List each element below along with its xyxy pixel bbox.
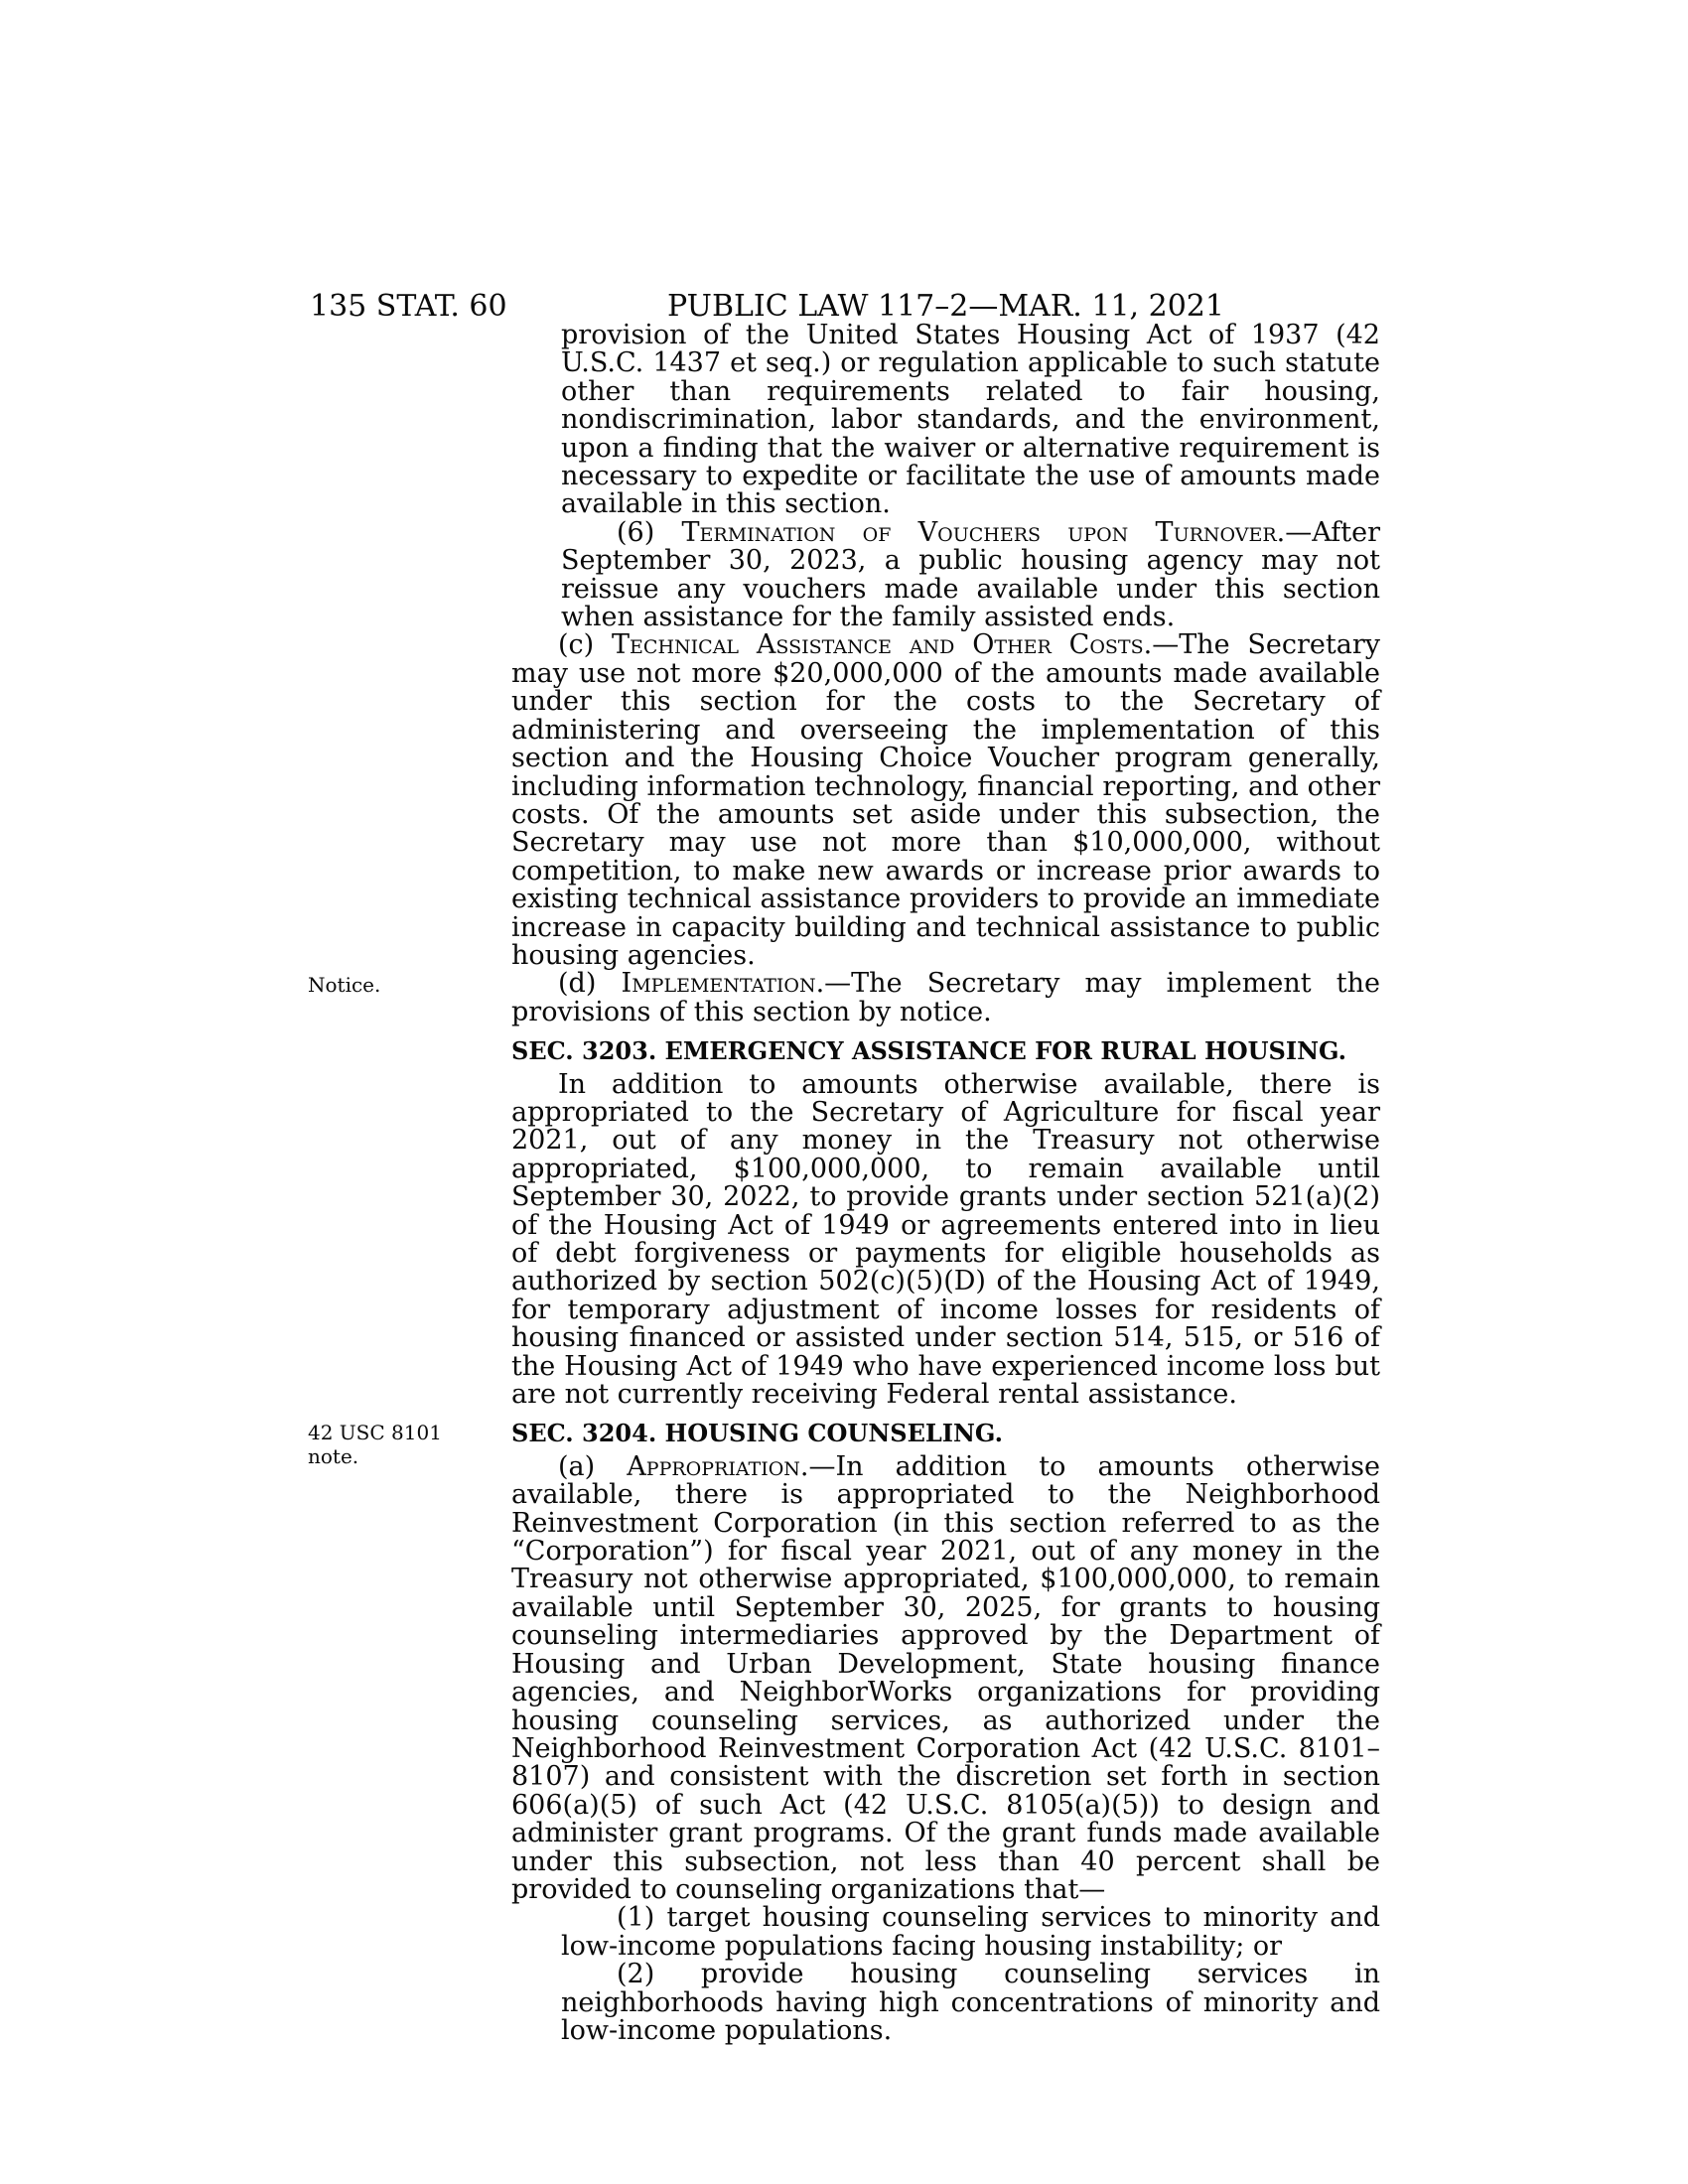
sec-3203-heading: SEC. 3203. EMERGENCY ASSISTANCE FOR RURAL HOUSING. <box>511 1036 1347 1066</box>
para-a-heading: Appropriation <box>627 1450 800 1482</box>
margin-note-usc-8101: 42 USC 8101 note. <box>308 1421 442 1469</box>
page-number-stat: 135 STAT. 60 <box>310 289 507 324</box>
para-a-text: .—In addition to amounts otherwise available, there is appropriated to the Neighborhood Reinvestment Corporation (in this section referred to as the “Corporation”) for fiscal year 2021, out of any money in the Treasury not otherwise appropriated, $100,000,000, to remain available until September 30, 2025, for grants to housing counseling intermediaries approved by the Department of Housing and Urban Development, State housing finance agencies, and NeighborWorks organizations for providing housing counseling services, as authorized under the Neighborhood Reinvestment Corporation Act (42 U.S.C. 8101–8107) and consistent with the discretion set forth in section 606(a)(5) of such Act (42 U.S.C. 8105(a)(5)) to design and administer grant programs. Of the grant funds made available under this subsection, not less than 40 percent shall be provided to counseling organizations that— <box>511 1450 1380 1905</box>
para-c-letter: (c) <box>558 629 613 661</box>
para-continuation: provision of the United States Housing Act of 1937 (42 U.S.C. 1437 et seq.) or regulation applicable to such statute other than requirements related to fair housing, nondiscrimination, labor standards, and the environment, upon a finding that the waiver or alternative requirement is necessary to expedite or facilitate the use of amounts made available in this section. <box>561 320 1380 520</box>
para-c-technical-assistance <box>511 631 1380 970</box>
margin-note-notice: Notice. <box>308 973 381 998</box>
para-6-number: (6) <box>617 516 682 548</box>
para-sec-3203-body: In addition to amounts otherwise available, there is appropriated to the Secretary of Agriculture for fiscal year 2021, out of any money in the Treasury not otherwise appropriated, $100,000,000, to remain available until September 30, 2022, to provide grants under section 521(a)(2) of the Housing Act of 1949 or agreements entered into in lieu of debt forgiveness or payments for eligible households as authorized by section 502(c)(5)(D) of the Housing Act of 1949, for temporary adjustment of income losses for residents of housing financed or assisted under section 514, 515, or 516 of the Housing Act of 1949 who have experienced income loss but are not currently receiving Federal rental assistance. <box>511 1068 1380 1411</box>
item-2: (2) provide housing counseling services in neighborhoods having high concentrations of minority and low-income populations. <box>561 1959 1380 2046</box>
para-a-letter: (a) <box>558 1450 628 1482</box>
para-6-text: .—After September 30, 2023, a public housing agency may not reissue any vouchers made available under this section when assistance for the family assisted ends. <box>561 516 1380 633</box>
para-d-implementation <box>308 968 1380 1027</box>
para-d-text: .—The Secretary may implement the provisions of this section by notice. <box>511 968 1380 1027</box>
item-1: (1) target housing counseling services to minority and low-income populations facing housing instability; or <box>561 1902 1380 1962</box>
para-6-termination <box>561 516 1380 633</box>
para-d-letter: (d) <box>558 968 622 1000</box>
body-column <box>308 320 1381 2046</box>
para-d-heading: Implementation <box>621 968 816 1000</box>
law-title-header: PUBLIC LAW 117–2—MAR. 11, 2021 <box>667 289 1224 324</box>
sec-3204-heading-text: SEC. 3204. HOUSING COUNSELING. <box>511 1419 1003 1448</box>
para-a-appropriation <box>511 1450 1380 1905</box>
para-c-heading: Technical Assistance and Other Costs <box>612 629 1144 661</box>
para-c-text: .—The Secretary may use not more $20,000,000 of the amounts made available under this section for the costs to the Secretary of administering and overseeing the implementation of this section and the Housing Choice Voucher program generally, including information technology, financial reporting, and other costs. Of the amounts set aside under this subsection, the Secretary may use not more than $10,000,000, without competition, to make new awards or increase prior awards to existing technical assistance providers to provide an immediate increase in capacity building and technical assistance to public housing agencies. <box>511 629 1381 971</box>
para-6-heading: Termination of Vouchers upon Turnover <box>681 516 1277 548</box>
